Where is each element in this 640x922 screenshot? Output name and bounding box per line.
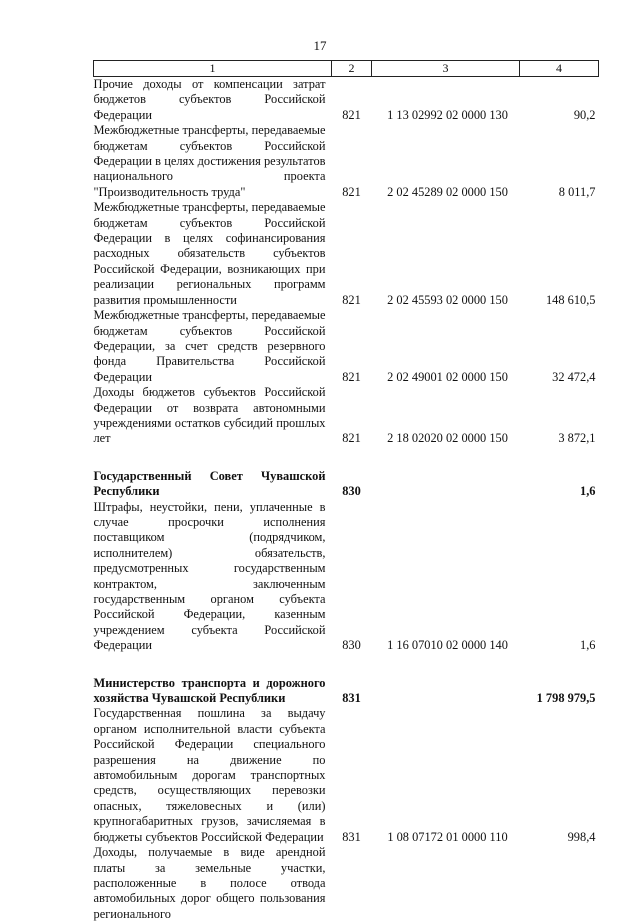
table-header-row	[94, 61, 599, 77]
row-admin-code: 830	[332, 500, 372, 654]
row-admin-code: 830	[332, 469, 372, 500]
row-admin-code: 821	[332, 385, 372, 447]
row-description: Министерство транспорта и дорожного хозяйства Чувашской Республики	[94, 676, 332, 707]
row-admin-code	[332, 845, 372, 922]
revenue-table	[93, 60, 599, 922]
header-col-4: 4	[520, 61, 599, 77]
row-budget-code: 1 13 02992 02 0000 130	[372, 77, 520, 124]
row-admin-code: 821	[332, 200, 372, 308]
table-row	[94, 845, 599, 922]
page-number: 17	[0, 38, 640, 54]
row-budget-code	[372, 845, 520, 922]
header-col-2: 2	[332, 61, 372, 77]
row-description: Доходы, получаемые в виде арендной платы за земельные участки, расположенные в полосе отвода автомобильных дорог общего пользования регионального	[94, 845, 332, 922]
table-row	[94, 385, 599, 447]
row-description: Доходы бюджетов субъектов Российской Федерации от возврата автономными учреждениями остатков субсидий прошлых лет	[94, 385, 332, 447]
table-row	[94, 308, 599, 385]
row-budget-code: 1 08 07172 01 0000 110	[372, 706, 520, 845]
organization-row	[94, 676, 599, 707]
table-row	[94, 706, 599, 845]
row-amount: 1,6	[520, 469, 599, 500]
table-row	[94, 200, 599, 308]
row-amount: 90,2	[520, 77, 599, 124]
row-budget-code	[372, 676, 520, 707]
spacer-row	[94, 447, 599, 469]
row-amount	[520, 845, 599, 922]
row-budget-code: 2 02 49001 02 0000 150	[372, 308, 520, 385]
row-description: Межбюджетные трансферты, передаваемые бюджетам субъектов Российской Федерации, за счет средств резервного фонда Правительства Российской Федерации	[94, 308, 332, 385]
table-row	[94, 500, 599, 654]
row-amount: 998,4	[520, 706, 599, 845]
table-row	[94, 77, 599, 124]
row-description: Государственная пошлина за выдачу органом исполнительной власти субъекта Российской Федерации специального разрешения на движение по автомобильным дорогам транспортных средств, осуществляющих перевозки опасных, тяжеловесных и (или) крупногабаритных грузов, зачисляемая в бюджеты субъектов Российской Федерации	[94, 706, 332, 845]
row-amount: 3 872,1	[520, 385, 599, 447]
spacer-row	[94, 654, 599, 676]
row-budget-code: 1 16 07010 02 0000 140	[372, 500, 520, 654]
row-admin-code: 821	[332, 77, 372, 124]
row-admin-code: 831	[332, 676, 372, 707]
row-amount: 32 472,4	[520, 308, 599, 385]
row-description: Прочие доходы от компенсации затрат бюджетов субъектов Российской Федерации	[94, 77, 332, 124]
row-amount: 148 610,5	[520, 200, 599, 308]
table-body	[94, 77, 599, 922]
row-budget-code: 2 02 45289 02 0000 150	[372, 123, 520, 200]
row-amount: 1 798 979,5	[520, 676, 599, 707]
row-budget-code: 2 02 45593 02 0000 150	[372, 200, 520, 308]
header-col-3: 3	[372, 61, 520, 77]
row-description: Межбюджетные трансферты, передаваемые бюджетам субъектов Российской Федерации в целях софинансирования расходных обязательств субъектов Российской Федерации, возникающих при реализации региональных программ развития промышленности	[94, 200, 332, 308]
row-description: Межбюджетные трансферты, передаваемые бюджетам субъектов Российской Федерации в целях достижения результатов национального проекта "Производительность труда"	[94, 123, 332, 200]
row-budget-code	[372, 469, 520, 500]
row-admin-code: 821	[332, 123, 372, 200]
row-description: Штрафы, неустойки, пени, уплаченные в случае просрочки исполнения поставщиком (подрядчиком, исполнителем) обязательств, предусмотренных государственным контрактом, заключенным государственным органом субъекта Российской Федерации, казенным учреждением субъекта Российской Федерации	[94, 500, 332, 654]
table-row	[94, 123, 599, 200]
row-amount: 1,6	[520, 500, 599, 654]
row-amount: 8 011,7	[520, 123, 599, 200]
header-col-1: 1	[94, 61, 332, 77]
row-description: Государственный Совет Чувашской Республики	[94, 469, 332, 500]
row-budget-code: 2 18 02020 02 0000 150	[372, 385, 520, 447]
row-admin-code: 821	[332, 308, 372, 385]
row-admin-code: 831	[332, 706, 372, 845]
organization-row	[94, 469, 599, 500]
